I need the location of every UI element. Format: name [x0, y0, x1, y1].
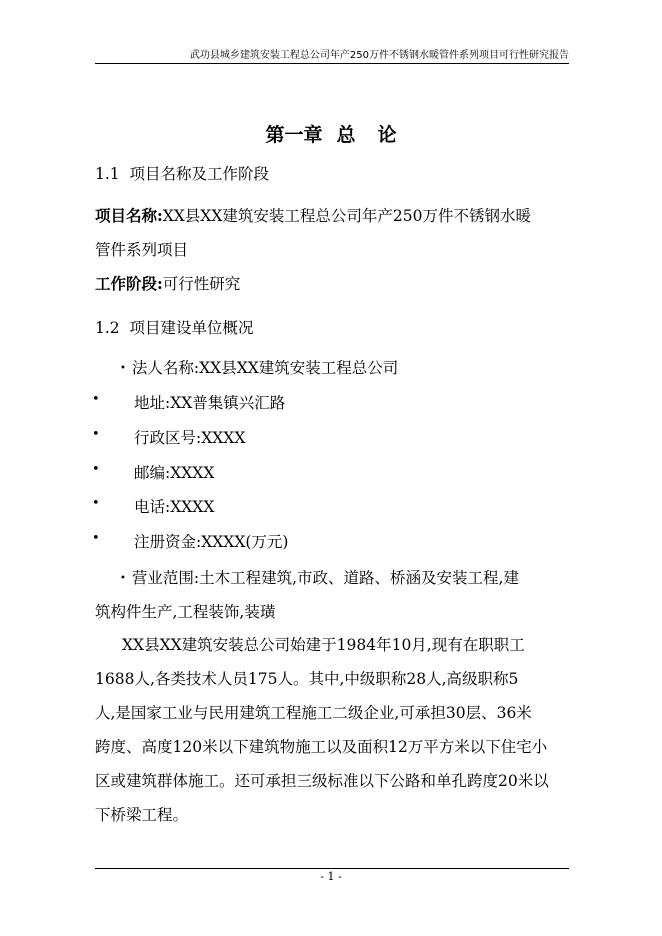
legal-name-item [120, 356, 398, 378]
page-number: - 1 - [320, 870, 342, 883]
project-name-label: 项目名称: [95, 206, 163, 225]
project-name-value-1: XX县XX建筑安装工程总公司年产250万件不锈钢水暖 [162, 207, 531, 225]
project-name-line-2 [95, 238, 188, 260]
bullet-icon: • [92, 392, 100, 407]
running-header [95, 46, 569, 64]
bullet-icon: • [92, 462, 100, 477]
section-1-2-heading [95, 316, 254, 338]
description-text-4: 跨度、高度120米以下建筑物施工以及面积12万平方米以下住宅小 [95, 738, 548, 756]
section-title: 项目建设单位概况 [129, 319, 254, 337]
postcode-item [134, 461, 214, 483]
description-text-5: 区或建筑群体施工。还可承担三级标准以下公路和单孔跨度20米以 [95, 772, 549, 790]
phone-text: 电话:XXXX [134, 498, 215, 516]
description-text-6: 下桥梁工程。 [95, 806, 189, 824]
section-1-1-heading [95, 162, 269, 184]
bullet-icon: • [120, 573, 126, 584]
chapter-word-1: 总 [336, 124, 356, 146]
project-name-value-2: 管件系列项目 [95, 241, 189, 259]
bullet-icon: • [92, 496, 100, 511]
business-scope-text-2: 筑构件生产,工程装饰,装璜 [95, 603, 276, 621]
project-name-line-1 [95, 204, 531, 226]
capital-item [134, 530, 288, 552]
description-text-3: 人,是国家工业与民用建筑工程施工二级企业,可承担30层、36米 [95, 704, 532, 722]
bullet-icon: • [92, 531, 100, 546]
section-title: 项目名称及工作阶段 [129, 165, 270, 183]
description-line [95, 769, 549, 791]
legal-name-text: 法人名称:XX县XX建筑安装工程总公司 [131, 359, 399, 377]
description-line [122, 633, 525, 655]
admin-code-text: 行政区号:XXXX [134, 429, 246, 447]
chapter-number: 第一章 [265, 124, 323, 146]
phone-item [134, 495, 214, 517]
section-number: 1.2 [95, 319, 120, 337]
address-item [134, 391, 285, 413]
admin-code-item [134, 426, 245, 448]
bullet-icon: • [92, 427, 100, 442]
business-scope-line-1 [120, 566, 519, 588]
description-line [95, 667, 518, 689]
chapter-title [0, 120, 662, 147]
work-stage-line [95, 272, 240, 294]
work-stage-value: 可行性研究 [162, 275, 241, 293]
business-scope-text-1: 营业范围:土木工程建筑,市政、道路、桥涵及安装工程,建 [131, 569, 519, 587]
bullet-icon: • [120, 363, 126, 374]
running-header-title: 武功县城乡建筑安装工程总公司年产250万件不锈钢水暖管件系列项目可行性研究报告 [189, 50, 569, 61]
description-line [95, 803, 188, 825]
work-stage-label: 工作阶段: [95, 274, 163, 293]
chapter-word-2: 论 [377, 124, 397, 146]
description-line [95, 735, 547, 757]
description-line [95, 701, 532, 723]
capital-text: 注册资金:XXXX(万元) [134, 533, 289, 551]
address-text: 地址:XX普集镇兴汇路 [134, 394, 286, 412]
description-text-1: XX县XX建筑安装总公司始建于1984年10月,现有在职职工 [122, 636, 525, 654]
section-number: 1.1 [95, 165, 120, 183]
business-scope-line-2 [95, 600, 275, 622]
footer-divider [95, 868, 569, 869]
description-text-2: 1688人,各类技术人员175人。其中,中级职称28人,高级职称5 [95, 670, 519, 688]
postcode-text: 邮编:XXXX [134, 464, 215, 482]
